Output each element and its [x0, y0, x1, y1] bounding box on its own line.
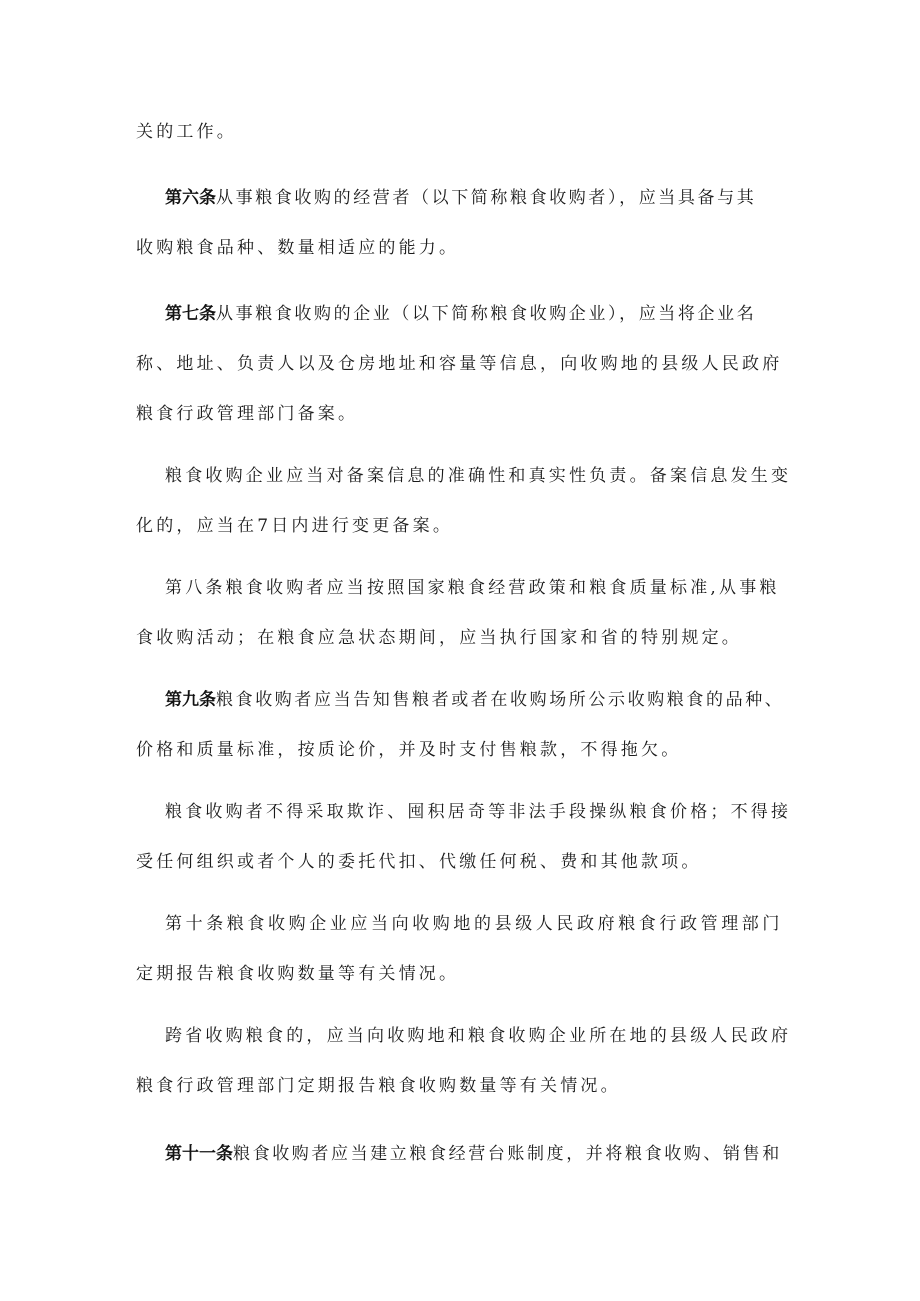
article-9-line-2 [136, 738, 681, 762]
article-9-line-1 [165, 688, 784, 712]
line-text: 化的，应当在7日内进行变更备案。 [136, 516, 454, 536]
line-text: 粮食收购企业应当对备案信息的准确性和真实性负责。备案信息发生变 [165, 466, 792, 486]
line-text: 食收购活动；在粮食应急状态期间，应当执行国家和省的特别规定。 [136, 628, 742, 648]
article-10-para-2-line-1 [165, 1024, 791, 1048]
line-text: 粮食行政管理部门备案。 [136, 404, 359, 424]
line-text: 粮食收购者不得采取欺诈、囤积居奇等非法手段操纵粮食价格；不得接 [165, 802, 792, 822]
line-text: 从事粮食收购的经营者（以下简称粮食收购者），应当具备与其 [216, 188, 757, 208]
line-text: 价格和质量标准，按质论价，并及时支付售粮款，不得拖欠。 [136, 740, 682, 760]
article-7-line-2 [136, 352, 782, 376]
line-text: 跨省收购粮食的，应当向收购地和粮食收购企业所在地的县级人民政府 [165, 1026, 792, 1046]
article-10-line-1 [165, 912, 783, 936]
article-9-para-2-line-2 [136, 850, 702, 874]
article-heading: 第七条 [165, 304, 216, 324]
line-text: 定期报告粮食收购数量等有关情况。 [136, 964, 460, 984]
line-text: 收购粮食品种、数量相适应的能力。 [136, 238, 460, 258]
line-text: 第十条粮食收购企业应当向收购地的县级人民政府粮食行政管理部门 [165, 914, 783, 934]
article-heading: 第十一条 [165, 1144, 233, 1164]
article-8-line-1 [165, 576, 780, 600]
article-10-line-2 [136, 962, 459, 986]
article-8-line-2 [136, 626, 742, 650]
line-text: 粮食收购者应当告知售粮者或者在收购场所公示收购粮食的品种、 [216, 690, 785, 710]
article-heading: 第九条 [165, 690, 216, 710]
line-text: 粮食行政管理部门定期报告粮食收购数量等有关情况。 [136, 1076, 621, 1096]
article-6-line-1 [165, 186, 756, 210]
article-heading: 第六条 [165, 188, 216, 208]
article-7-line-3 [136, 402, 358, 426]
article-6-line-2 [136, 236, 459, 260]
article-7-para-2-line-2 [136, 514, 453, 538]
article-9-para-2-line-1 [165, 800, 791, 824]
line-text: 粮食收购者应当建立粮食经营台账制度，并将粮食收购、销售和 [233, 1144, 782, 1164]
line-continuation [136, 120, 237, 144]
line-text: 受任何组织或者个人的委托代扣、代缴任何税、费和其他款项。 [136, 852, 702, 872]
article-7-line-1 [165, 302, 756, 326]
line-text: 第八条粮食收购者应当按照国家粮食经营政策和粮食质量标准,从事粮 [165, 578, 780, 598]
line-text: 称、地址、负责人以及仓房地址和容量等信息，向收购地的县级人民政府 [136, 354, 783, 374]
article-11-line-1 [165, 1142, 782, 1166]
line-text: 关的工作。 [136, 122, 237, 142]
line-text: 从事粮食收购的企业（以下简称粮食收购企业），应当将企业名 [216, 304, 757, 324]
article-10-para-2-line-2 [136, 1074, 621, 1098]
article-7-para-2-line-1 [165, 464, 791, 488]
